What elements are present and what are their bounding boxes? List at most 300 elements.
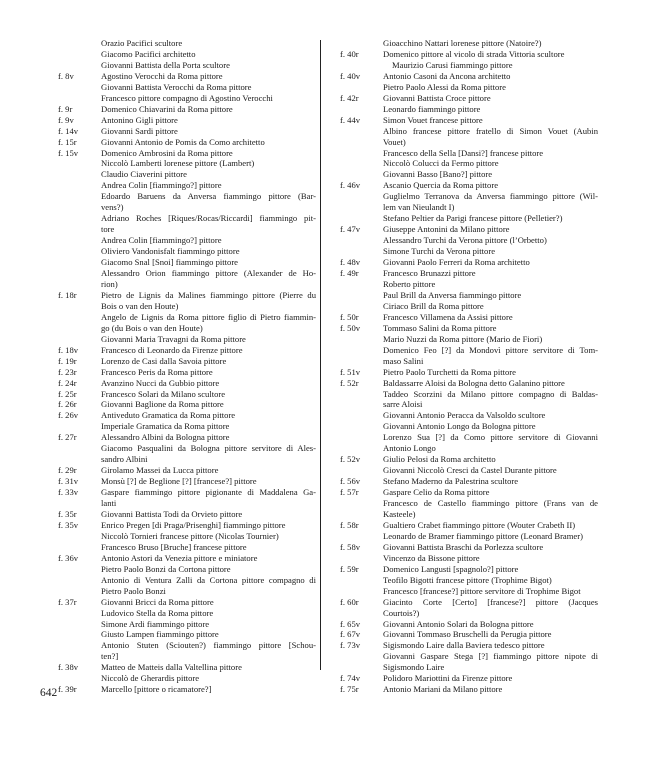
entry-text: [101, 520, 316, 531]
entry-text: [383, 148, 598, 159]
folio-reference: f. 67v: [340, 629, 361, 640]
entry-line: go (du Bois o van den Houte): [101, 322, 203, 333]
entry-line: Mario Nuzzi da Roma pittore (Mario de Fiori): [383, 333, 543, 344]
entry-text: [383, 345, 598, 367]
entry-row: [340, 673, 598, 684]
folio-reference: f. 75r: [340, 684, 359, 695]
entry-text: [383, 629, 598, 640]
entry-row: [340, 651, 598, 673]
entry-line: Stefano Peltier da Parigi francese pittore (Pelletier?): [383, 213, 563, 224]
entry-text: [383, 673, 598, 684]
entry-line: Francesco [francese?] pittore servitore di Trophime Bigot: [383, 585, 581, 596]
entry-row: [58, 345, 316, 356]
folio-reference: f. 27r: [58, 432, 77, 443]
entry-text: [383, 115, 598, 126]
entry-row: [340, 520, 598, 531]
entry-text: [101, 268, 316, 290]
entry-line: Kasteele): [383, 508, 416, 519]
entry-line: Simone Ardi fiammingo pittore: [101, 618, 210, 629]
entry-line: Giovanni Paolo Ferreri da Roma architetto: [383, 257, 530, 268]
entry-row: [58, 410, 316, 421]
entry-line: Andrea Colin [fiammingo?] pittore: [101, 180, 222, 191]
entry-row: [58, 115, 316, 126]
folio-reference: f. 9v: [58, 114, 74, 125]
folio-reference: f. 18r: [58, 289, 77, 300]
entry-row: [58, 213, 316, 235]
entry-text: [101, 235, 316, 246]
entry-line: Agostino Verocchi da Roma pittore: [101, 70, 223, 81]
entry-row: [58, 158, 316, 169]
entry-line: Pietro Paolo Alessi da Roma pittore: [383, 81, 506, 92]
entry-line: Oliviero Vandonisfalt fiammingo pittore: [101, 246, 240, 257]
entry-row: [340, 410, 598, 421]
entry-text: [383, 49, 598, 60]
entry-text: [101, 553, 316, 564]
entry-text: [383, 684, 598, 695]
entry-text: [383, 169, 598, 180]
entry-text: [101, 367, 316, 378]
column-divider: [320, 40, 321, 670]
entry-line: Sigismondo Laire dalla Baviera tedesco pittore: [383, 640, 545, 651]
entry-row: [340, 158, 598, 169]
entry-row: [58, 465, 316, 476]
folio-reference: f. 50v: [340, 322, 361, 333]
entry-text: [383, 432, 598, 454]
entry-line: Giacomo Snal [Snoi] fiammingo pittore: [101, 257, 239, 268]
entry-line: Giusto Lampen fiammingo pittore: [101, 629, 219, 640]
entry-line: Antonio Mariani da Milano pittore: [383, 684, 503, 695]
entry-text: [101, 410, 316, 421]
folio-reference: f. 58v: [340, 541, 361, 552]
entry-row: [58, 126, 316, 137]
entry-row: [58, 684, 316, 695]
entry-line: Lorenzo Sua [?] da Como pittore servitore di Giovanni: [383, 432, 598, 443]
folio-reference: f. 60r: [340, 596, 359, 607]
folio-reference: f. 73v: [340, 640, 361, 651]
entry-line: Albino francese pittore fratello di Simon Vouet (Aubin: [383, 125, 598, 136]
entry-text: [101, 597, 316, 608]
entry-line: Leonardo de Bramer fiammingo pittore (Leonard Bramer): [383, 530, 583, 541]
entry-line: Avanzino Nucci da Gubbio pittore: [101, 377, 220, 388]
folio-reference: f. 9r: [58, 103, 73, 114]
entry-line: Alessandro Turchi da Verona pittore (l’Orbetto): [383, 235, 547, 246]
entry-text: [383, 191, 598, 213]
entry-line: Giovanni Niccolò Cresci da Castel Durante pittore: [383, 465, 557, 476]
folio-reference: f. 40r: [340, 48, 359, 59]
entry-line: Simon Vouet francese pittore: [383, 114, 483, 125]
entry-row: [58, 169, 316, 180]
entry-row: [340, 367, 598, 378]
entry-line: Antonio Casoni da Ancona architetto: [383, 70, 511, 81]
entry-row: [340, 38, 598, 49]
entry-text: [101, 378, 316, 389]
folio-reference: f. 58r: [340, 519, 359, 530]
entry-text: [101, 542, 316, 553]
entry-line: Guglielmo Terranova da Anversa fiammingo pittore (Wil-: [383, 191, 598, 202]
entry-text: [383, 290, 598, 301]
entry-text: [101, 432, 316, 443]
entry-text: [101, 564, 316, 575]
entry-line: ten?]: [101, 651, 119, 662]
entry-line: Maurizio Carusi fiammingo pittore: [392, 59, 513, 70]
entry-row: [58, 575, 316, 597]
entry-row: [58, 312, 316, 334]
entry-line: Niccolò Tornieri francese pittore (Nicolas Tournier): [101, 530, 279, 541]
entry-row: [58, 60, 316, 71]
entry-text: [101, 104, 316, 115]
entry-line: Giovanni Battista Braschi da Porlezza scultore: [383, 541, 544, 552]
entry-line: Taddeo Scorzini da Milano pittore compagno di Baldas-: [383, 388, 598, 399]
entry-line: Antonino Gigli pittore: [101, 114, 178, 125]
entry-row: [340, 213, 598, 224]
entry-line: Adriano Roches [Riques/Rocas/Riccardi] fiammingo pit-: [101, 213, 316, 224]
entry-line: Niccolò Lamberti lorenese pittore (Lambert): [101, 158, 255, 169]
entry-row: [58, 399, 316, 410]
entry-text: [101, 684, 316, 695]
entry-line: Pietro de Lignis da Malines fiammingo pittore (Pierre du: [101, 289, 316, 300]
entry-text: [101, 312, 316, 334]
folio-reference: f. 48v: [340, 257, 361, 268]
entry-row: [58, 290, 316, 312]
folio-reference: f. 59r: [340, 563, 359, 574]
entry-row: [340, 476, 598, 487]
entry-text: [383, 465, 598, 476]
folio-reference: f. 40v: [340, 70, 361, 81]
entry-line: Giovanni Bricci da Roma pittore: [101, 596, 214, 607]
folio-reference: f. 44v: [340, 114, 361, 125]
entry-text: [383, 301, 598, 312]
folio-reference: f. 46v: [340, 180, 361, 191]
entry-row: [58, 443, 316, 465]
entry-text: [101, 640, 316, 662]
folio-reference: f. 25r: [58, 388, 77, 399]
entry-text: [101, 158, 316, 169]
entry-row: [58, 564, 316, 575]
entry-line: Tommaso Salini da Roma pittore: [383, 322, 497, 333]
entry-row: [340, 312, 598, 323]
folio-reference: f. 51v: [340, 366, 361, 377]
entry-line: Simone Turchi da Verona pittore: [383, 246, 496, 257]
entry-line: Domenico Langusti [spagnolo?] pittore: [383, 563, 519, 574]
entry-row: [340, 629, 598, 640]
folio-reference: f. 42r: [340, 92, 359, 103]
entry-row: [58, 421, 316, 432]
folio-reference: f. 8v: [58, 70, 74, 81]
entry-row: [340, 115, 598, 126]
entry-line: Giovanni Antonio de Pomis da Como architetto: [101, 136, 265, 147]
entry-line: Francesco della Sella [Dansi?] francese pittore: [383, 147, 544, 158]
entry-line: Giovanni Tommaso Bruschelli da Perugia pittore: [383, 629, 552, 640]
entry-line: sandro Albini: [101, 454, 148, 465]
entry-row: [58, 356, 316, 367]
entry-row: [340, 640, 598, 651]
entry-text: [383, 312, 598, 323]
entry-row: [340, 597, 598, 619]
folio-reference: f. 15r: [58, 136, 77, 147]
entry-text: [101, 115, 316, 126]
entry-row: [340, 454, 598, 465]
folio-reference: f. 74v: [340, 673, 361, 684]
entry-line: Antonio di Ventura Zalli da Cortona pittore compagno di: [101, 574, 316, 585]
entry-line: Francesco Brunazzi pittore: [383, 268, 476, 279]
entry-row: [340, 334, 598, 345]
entry-row: [58, 542, 316, 553]
entry-line: Matteo de Matteis dalla Valtellina pittore: [101, 662, 242, 673]
entry-line: Pietro Paolo Bonzi: [101, 585, 166, 596]
entry-text: [101, 60, 316, 71]
entry-text: [101, 213, 316, 235]
entry-text: [383, 235, 598, 246]
entry-row: [340, 684, 598, 695]
entry-row: [340, 126, 598, 148]
entry-text: [101, 389, 316, 400]
entry-line: Giacomo Pasqualini da Bologna pittore servitore di Ales-: [101, 443, 316, 454]
entry-text: [101, 629, 316, 640]
entry-row: [340, 465, 598, 476]
entry-text: [101, 257, 316, 268]
entry-text: [383, 575, 598, 586]
folio-reference: f. 33v: [58, 487, 79, 498]
entry-text: [101, 399, 316, 410]
entry-line: Francesco Solari da Milano scultore: [101, 388, 226, 399]
entry-line: Francesco Bruso [Bruche] francese pittore: [101, 541, 247, 552]
entry-line: Domenico Chiavarini da Roma pittore: [101, 103, 233, 114]
entry-row: [58, 662, 316, 673]
entry-text: [101, 345, 316, 356]
entry-row: [58, 673, 316, 684]
entry-row: [340, 345, 598, 367]
entry-row: [340, 148, 598, 159]
entry-text: [383, 619, 598, 630]
entry-text: [101, 476, 316, 487]
entry-text: [101, 487, 316, 509]
entry-row: [340, 389, 598, 411]
entry-text: [101, 421, 316, 432]
entry-row: [58, 640, 316, 662]
entry-text: [383, 158, 598, 169]
entry-row: [58, 389, 316, 400]
entry-line: Stefano Maderno da Palestrina scultore: [383, 476, 519, 487]
entry-row: [58, 597, 316, 608]
entry-line: Giacinto Corte [Certo] [francese?] pittore (Jacques: [383, 596, 598, 607]
entry-row: [340, 246, 598, 257]
entry-line: tore: [101, 224, 115, 235]
entry-row: [340, 191, 598, 213]
entry-line: Vouet): [383, 136, 406, 147]
entry-text: [383, 476, 598, 487]
entry-text: [101, 169, 316, 180]
entry-text: [383, 323, 598, 334]
folio-reference: f. 52r: [340, 377, 359, 388]
entry-line: Monsù [?] de Beglione [?] [francese?] pittore: [101, 476, 257, 487]
entry-text: [101, 71, 316, 82]
entry-row: [58, 367, 316, 378]
entry-text: [383, 378, 598, 389]
entry-line: Giovanni Gaspare Stega [?] fiammingo pittore nipote di: [383, 651, 598, 662]
entry-line: Gaspare fiammingo pittore pigionante di Maddalena Ga-: [101, 487, 316, 498]
entry-text: [383, 246, 598, 257]
folio-reference: f. 36v: [58, 552, 79, 563]
entry-text: [383, 180, 598, 191]
entry-line: Marcello [pittore o ricamatore?]: [101, 684, 212, 695]
entry-text: [383, 542, 598, 553]
entry-line: Paul Brill da Anversa fiammingo pittore: [383, 289, 522, 300]
entry-text: [101, 334, 316, 345]
entry-text: [101, 82, 316, 93]
entry-line: Antonio Longo: [383, 443, 436, 454]
entry-line: Giovanni Battista della Porta scultore: [101, 59, 230, 70]
entry-line: Giovanni Antonio Peracca da Valsoldo scultore: [383, 410, 546, 421]
entry-text: [383, 71, 598, 82]
entry-text: [101, 619, 316, 630]
entry-row: [58, 148, 316, 159]
entry-text: [383, 60, 598, 71]
entry-line: Giovanni Battista Todi da Orvieto pittore: [101, 508, 243, 519]
entry-line: Orazio Pacifici scultore: [101, 38, 183, 48]
entry-text: [101, 531, 316, 542]
entry-row: [340, 224, 598, 235]
entry-line: Giulio Pelosi da Roma architetto: [383, 454, 496, 465]
entry-line: Pietro Paolo Turchetti da Roma pittore: [383, 366, 516, 377]
entry-text: [383, 586, 598, 597]
entry-line: rion): [101, 278, 118, 289]
folio-reference: f. 57r: [340, 487, 359, 498]
entry-text: [383, 640, 598, 651]
entry-text: [383, 389, 598, 411]
entry-line: Antiveduto Gramatica da Roma pittore: [101, 410, 236, 421]
entry-line: Bois o van den Houte): [101, 300, 179, 311]
folio-reference: f. 29r: [58, 465, 77, 476]
entry-row: [340, 542, 598, 553]
entry-line: Giovanni Antonio Longo da Bologna pittore: [383, 421, 536, 432]
entry-row: [340, 180, 598, 191]
entry-line: Francesco de Castello fiammingo pittore (Frans van de: [383, 498, 598, 509]
entry-row: [340, 279, 598, 290]
folio-reference: f. 38v: [58, 662, 79, 673]
entry-row: [58, 246, 316, 257]
entry-text: [383, 531, 598, 542]
entry-line: Antonio Astori da Venezia pittore e miniatore: [101, 552, 258, 563]
entry-line: Francesco Villamena da Assisi pittore: [383, 311, 513, 322]
entry-row: [58, 257, 316, 268]
entry-row: [58, 137, 316, 148]
folio-reference: f. 35r: [58, 508, 77, 519]
entry-row: [340, 498, 598, 520]
folio-reference: f. 49r: [340, 268, 359, 279]
entry-text: [101, 356, 316, 367]
folio-reference: f. 26v: [58, 410, 79, 421]
entry-text: [383, 279, 598, 290]
entry-line: Enrico Pregen [di Praga/Prisenghi] fiammingo pittore: [101, 519, 286, 530]
entry-row: [340, 257, 598, 268]
entry-text: [383, 82, 598, 93]
entry-line: Sigismondo Laire: [383, 662, 445, 673]
entry-row: [58, 553, 316, 564]
entry-text: [101, 93, 316, 104]
entry-line: Imperiale Gramatica da Roma pittore: [101, 421, 230, 432]
entry-row: [58, 476, 316, 487]
entry-line: Claudio Ciaverini pittore: [101, 169, 187, 180]
entry-line: Gioacchino Nattari lorenese pittore (Natoire?): [383, 38, 542, 48]
folio-reference: f. 14v: [58, 125, 79, 136]
entry-row: [58, 104, 316, 115]
entry-line: Leonardo fiammingo pittore: [383, 103, 481, 114]
entry-row: [340, 531, 598, 542]
entry-line: Vincenzo da Bissone pittore: [383, 552, 480, 563]
entry-line: vens?): [101, 202, 124, 213]
entry-text: [383, 334, 598, 345]
entry-row: [340, 301, 598, 312]
entry-text: [383, 268, 598, 279]
entry-row: [340, 421, 598, 432]
left-column: [58, 38, 316, 695]
entry-line: lanti: [101, 498, 117, 509]
entry-text: [101, 575, 316, 597]
entry-text: [383, 520, 598, 531]
entry-row: [340, 323, 598, 334]
entry-row: [340, 619, 598, 630]
entry-row: [340, 378, 598, 389]
entry-row: [340, 268, 598, 279]
entry-row: [58, 619, 316, 630]
entry-line: Giovanni Battista Croce pittore: [383, 92, 491, 103]
folio-reference: f. 15v: [58, 147, 79, 158]
entry-row: [58, 378, 316, 389]
folio-reference: f. 65v: [340, 618, 361, 629]
entry-row: [58, 191, 316, 213]
entry-text: [101, 443, 316, 465]
entry-text: [383, 421, 598, 432]
entry-text: [101, 662, 316, 673]
entry-row: [340, 82, 598, 93]
entry-line: Ludovico Stella da Roma pittore: [101, 607, 214, 618]
entry-row: [58, 432, 316, 443]
entry-line: Giovanni Battista Verocchi da Roma pittore: [101, 81, 252, 92]
folio-reference: f. 39r: [58, 684, 77, 695]
entry-line: Domenico Feo [?] da Mondovì pittore servitore di Tom-: [383, 344, 598, 355]
entry-text: [383, 257, 598, 268]
entry-row: [58, 71, 316, 82]
entry-line: Girolamo Massei da Lucca pittore: [101, 465, 219, 476]
entry-row: [58, 235, 316, 246]
entry-row: [58, 509, 316, 520]
entry-row: [58, 531, 316, 542]
entry-row: [340, 60, 598, 71]
entry-text: [383, 454, 598, 465]
entry-line: Francesco Peris da Roma pittore: [101, 366, 213, 377]
entry-text: [101, 465, 316, 476]
entry-line: Alessandro Albini da Bologna pittore: [101, 432, 230, 443]
entry-line: sarre Aloisi: [383, 399, 423, 410]
entry-row: [58, 49, 316, 60]
entry-line: Francesco pittore compagno di Agostino Verocchi: [101, 92, 273, 103]
entry-line: Angelo de Lignis da Roma pittore figlio di Pietro fiammin-: [101, 311, 316, 322]
entry-line: Giacomo Pacifici architetto: [101, 48, 196, 59]
entry-row: [58, 629, 316, 640]
entry-line: Pietro Paolo Bonzi da Cortona pittore: [101, 563, 231, 574]
entry-row: [58, 608, 316, 619]
folio-reference: f. 26r: [58, 399, 77, 410]
folio-reference: f. 56v: [340, 476, 361, 487]
entry-row: [58, 487, 316, 509]
entry-line: Alessandro Orion fiammingo pittore (Alexander de Ho-: [101, 268, 316, 279]
entry-text: [383, 126, 598, 148]
entry-text: [101, 137, 316, 148]
entry-text: [101, 608, 316, 619]
entry-text: [101, 38, 316, 49]
entry-text: [383, 487, 598, 498]
entry-line: Roberto pittore: [383, 278, 436, 289]
